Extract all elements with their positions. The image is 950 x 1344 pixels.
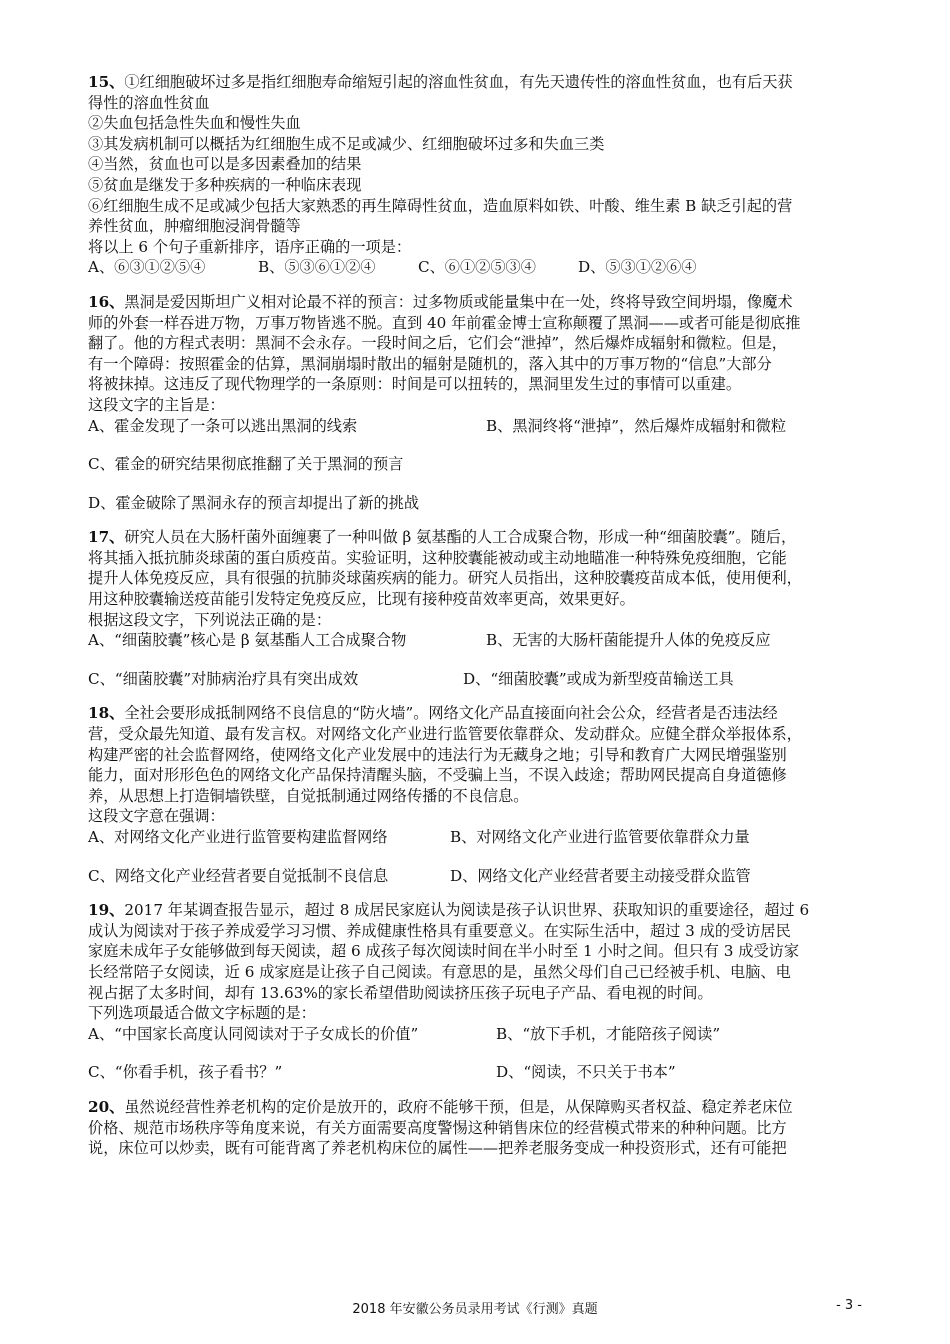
option-c: C、“你看手机，孩子看书？”: [88, 1063, 283, 1082]
question-15: [88, 72, 878, 278]
question-text-line: 说，床位可以炒卖，既有可能背离了养老机构床位的属性——把养老服务变成一种投资形式，还有可能把: [88, 1139, 787, 1158]
question-text-line: 能力，面对形形色色的网络文化产品保持清醒头脑，不受骗上当，不误入歧途；帮助网民提高自身道德修: [88, 766, 787, 785]
option-a: A、“细菌胶囊”核心是 β 氨基酯人工合成聚合物: [88, 631, 407, 650]
option-a: A、霍金发现了一条可以逃出黑洞的线索: [88, 416, 358, 435]
question-number: 16、: [88, 292, 125, 311]
option-b: B、对网络文化产业进行监管要依靠群众力量: [450, 828, 750, 846]
question-text-line: 黑洞是爱因斯坦广义相对论最不祥的预言：过多物质或能量集中在一处，终将导致空间坍塌，像魔术: [124, 292, 793, 311]
question-text-line: ①红细胞破坏过多是指红细胞寿命缩短引起的溶血性贫血，有先天遗传性的溶血性贫血，也有后天获: [124, 73, 793, 91]
question-number: 20、: [88, 1097, 125, 1116]
question-text-line: 视占据了太多时间，却有 13.63%的家长希望借助阅读挤压孩子玩电子产品、看电视的时间。: [88, 983, 713, 1002]
option-d: D、“阅读，不只关于书本”: [496, 1063, 676, 1082]
question-text-line: 全社会要形成抵制网络不良信息的“防火墙”。网络文化产品直接面向社会公众，经营者是否违法经: [124, 704, 778, 723]
question-20: [88, 1097, 878, 1159]
question-number: 17、: [88, 528, 125, 547]
question-number: 19、: [88, 901, 125, 920]
question-19: [88, 900, 878, 1083]
option-row: [88, 416, 878, 437]
question-text-line: 提升人体免疫反应，具有很强的抗肺炎球菌疾病的能力。研究人员指出，这种胶囊疫苗成本低，使用便利，: [88, 569, 802, 588]
question-text-line: 将其插入抵抗肺炎球菌的蛋白质疫苗。实验证明，这种胶囊能被动或主动地瞄准一种特殊免疫细胞，它能: [88, 548, 787, 567]
question-prompt: 根据这段文字，下列说法正确的是：: [88, 610, 331, 629]
option-c: C、“细菌胶囊”对肺病治疗具有突出成效: [88, 669, 359, 688]
question-prompt: 这段文字的主旨是：: [88, 395, 225, 414]
question-text-line: 有一个障碍：按照霍金的估算，黑洞崩塌时散出的辐射是随机的，落入其中的万事万物的“信息”大部分: [88, 354, 772, 373]
question-text-line: 研究人员在大肠杆菌外面缠裹了一种叫做 β 氨基酯的人工合成聚合物，形成一种“细菌胶囊”。随后，: [124, 528, 797, 547]
question-prompt: 这段文字意在强调：: [88, 807, 225, 826]
question-text-line: 2017 年某调查报告显示，超过 8 成居民家庭认为阅读是孩子认识世界、获取知识的重要途径，超过 6: [124, 901, 810, 920]
page-number: - 3 -: [836, 1298, 862, 1313]
question-text-line: ②失血包括急性失血和慢性失血: [88, 114, 301, 133]
option-row: [88, 669, 878, 690]
option-a: A、对网络文化产业进行监管要构建监督网络: [88, 828, 388, 846]
question-text-line: 师的外套一样吞进万物，万事万物皆逃不脱。直到 40 年前霍金博士宣称颠覆了黑洞——或者可能是彻底推: [88, 313, 801, 332]
footer-title: 2018 年安徽公务员录用考试《行测》真题: [352, 1302, 598, 1317]
option-row: [88, 827, 878, 848]
question-17: [88, 527, 878, 689]
question-text-line: 养性贫血，肿瘤细胞浸润骨髓等: [88, 217, 301, 236]
question-text-line: 成认为阅读对于孩子养成爱学习习惯、养成健康性格具有重要意义。在实际生活中，超过 3 成的受访居民: [88, 921, 791, 940]
option-a: A、“中国家长高度认同阅读对于子女成长的价值”: [88, 1024, 419, 1043]
question-text-line: 用这种胶囊输送疫苗能引发特定免疫反应，比现有接种疫苗效率更高，效果更好。: [88, 590, 635, 609]
question-text-line: ④当然，贫血也可以是多因素叠加的结果: [88, 155, 362, 174]
question-text-line: 将被抹掉。这违反了现代物理学的一条原则：时间是可以扭转的，黑洞里发生过的事情可以重建。: [88, 375, 742, 394]
option-row: [88, 493, 878, 514]
document-body: [88, 72, 878, 1173]
question-text-line: 养，从思想上打造铜墙铁壁，自觉抵制通过网络传播的不良信息。: [88, 786, 529, 805]
question-text-line: ⑤贫血是继发于多种疾病的一种临床表现: [88, 175, 362, 194]
option-row: [88, 454, 878, 475]
question-number: 18、: [88, 704, 125, 723]
question-16: [88, 292, 878, 513]
question-prompt: 下列选项最适合做文字标题的是：: [88, 1004, 316, 1023]
question-text-line: 虽然说经营性养老机构的定价是放开的，政府不能够干预，但是，从保障购买者权益、稳定养老床位: [124, 1097, 793, 1116]
option-b: B、“放下手机，才能陪孩子阅读”: [496, 1024, 721, 1043]
option-c: C、⑥①②⑤③④: [418, 258, 536, 277]
question-number: 15、: [88, 73, 125, 91]
question-text-line: 家庭未成年子女能够做到每天阅读，超 6 成孩子每次阅读时间在半小时至 1 小时之间。但只有 3 成受访家: [88, 942, 800, 961]
option-row: [88, 866, 878, 887]
option-b: B、黑洞终将“泄掉”，然后爆炸成辐射和微粒: [486, 416, 787, 435]
option-a: A、⑥③①②⑤④: [88, 258, 206, 277]
option-d: D、“细菌胶囊”或成为新型疫苗输送工具: [463, 669, 734, 688]
option-d: D、⑤③①②⑥④: [578, 258, 697, 277]
option-row: [88, 1024, 878, 1045]
question-text-line: 长经常陪子女阅读，近 6 成家庭是让孩子自己阅读。有意思的是，虽然父母们自己已经被手机、电脑、电: [88, 962, 791, 981]
question-text-line: ⑥红细胞生成不足或减少包括大家熟悉的再生障碍性贫血，造血原料如铁、叶酸、维生素 B 缺乏引起的营: [88, 196, 793, 215]
option-d: D、网络文化产业经营者要主动接受群众监管: [450, 866, 751, 885]
question-text-line: ③其发病机制可以概括为红细胞生成不足或减少、红细胞破坏过多和失血三类: [88, 134, 605, 153]
question-text-line: 营，受众最先知道、最有发言权。对网络文化产业进行监管要依靠群众、发动群众。应健全群众举报体系，: [88, 725, 802, 744]
option-c: C、霍金的研究结果彻底推翻了关于黑洞的预言: [88, 455, 404, 474]
option-row: [88, 257, 878, 278]
question-text-line: 构建严密的社会监督网络，使网络文化产业发展中的违法行为无藏身之地；引导和教育广大网民增强鉴别: [88, 745, 787, 764]
option-d: D、霍金破除了黑洞永存的预言却提出了新的挑战: [88, 493, 420, 512]
option-b: B、无害的大肠杆菌能提升人体的免疫反应: [486, 631, 771, 650]
question-18: [88, 703, 878, 886]
option-b: B、⑤③⑥①②④: [258, 258, 376, 277]
question-prompt: 将以上 6 个句子重新排序，语序正确的一项是：: [88, 237, 412, 256]
question-text-line: 得性的溶血性贫血: [88, 93, 210, 112]
question-text-line: 翻了。他的方程式表明：黑洞不会永存。一段时间之后，它们会“泄掉”，然后爆炸成辐射和微粒。但是，: [88, 334, 787, 353]
question-text-line: 价格、规范市场秩序等角度来说，有关方面需要高度警惕这种销售床位的经营模式带来的种种问题。比方: [88, 1118, 787, 1137]
option-row: [88, 1062, 878, 1083]
option-c: C、网络文化产业经营者要自觉抵制不良信息: [88, 866, 389, 885]
option-row: [88, 630, 878, 651]
